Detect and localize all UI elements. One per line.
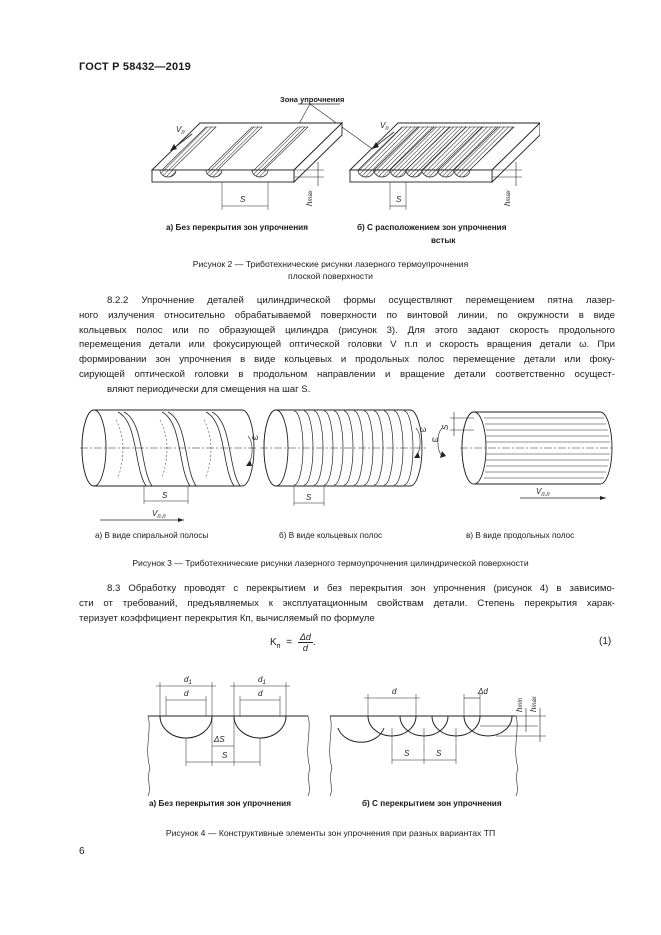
fig3-cylinder-c (432, 412, 614, 500)
fig4-s-b2: S (436, 749, 442, 758)
fig4-section-b (330, 687, 546, 796)
fig4-sub-b: б) С перекрытием зон упрочнения (362, 799, 502, 808)
fig3-cylinder-a (80, 410, 258, 522)
para-83-line: теризует коэффициент перекрытия Кп, вычисляемый по формуле (79, 612, 375, 624)
fig4-delta-s: ΔS (214, 735, 225, 744)
fig2-plate-a (152, 123, 342, 210)
fig2-zone-label: Зона упрочнения (280, 95, 345, 104)
fig4-d1-b: $d_1$ (258, 675, 266, 686)
fig4-h-max: hmax (529, 696, 538, 712)
fig2-h-b: hmax (503, 190, 512, 206)
fig3-s-c: S (441, 424, 450, 430)
formula-denominator: d (302, 643, 308, 653)
fig4-d-a1: d (184, 689, 189, 698)
para-83-line: сти от требований, предъявляемых к эксплуатационным свойствам детали. Степень перекрытия харак- (79, 597, 615, 609)
fig3-omega-b: ω (420, 425, 427, 434)
fig4-s-a: S (222, 751, 228, 760)
fig3-sub-a: а) В виде спиральной полосы (95, 531, 209, 540)
figure-2-drawing (140, 88, 540, 238)
fig3-sub-c: в) В виде продольных полос (466, 531, 575, 540)
fig2-speed-a: $V_п$ (176, 125, 185, 136)
paragraph-8-3 (79, 582, 615, 626)
fig2-s-b: S (396, 195, 402, 204)
fig2-sub-b-line1: б) С расположением зон упрочнения (357, 223, 507, 232)
fig2-plate-b (350, 121, 540, 210)
para-822-line: сирующей оптической головки в продольном направлении и вращение детали соответственно осущест- (79, 368, 615, 380)
formula-1 (270, 632, 316, 653)
fig4-d1-a: $d_1$ (184, 675, 192, 686)
fig2-s-a: S (240, 195, 246, 204)
fig3-caption: Рисунок 3 — Триботехнические рисунки лазерного термоупрочнения цилиндрической поверхности (132, 558, 529, 568)
formula-number: (1) (599, 636, 612, 647)
fig4-d-b: d (392, 687, 397, 696)
fig3-s-a: S (162, 491, 168, 500)
formula-fraction (298, 632, 313, 653)
para-83-line: 8.3 Обработку проводят с перекрытием и без перекрытия зон упрочнения (рисунок 4) в зависимо- (107, 583, 615, 594)
formula-lhs: $K_п$ (270, 637, 281, 651)
fig4-s-b1: S (404, 749, 410, 758)
fig3-omega-a: ω (252, 433, 259, 442)
fig2-h-a: hmax (305, 190, 314, 206)
para-822-line: 8.2.2 Упрочнение деталей цилиндрической формы осуществляют перемещением пятна лазер- (107, 295, 615, 306)
figure-3-drawing (80, 408, 620, 526)
document-header: ГОСТ Р 58432—2019 (79, 61, 191, 73)
formula-numerator: Δd (299, 632, 311, 642)
para-822-line: формировании зон упрочнения в виде кольцевых и продольных полос перемещение детали или фоку- (79, 354, 615, 366)
fig3-cylinder-b (260, 410, 428, 506)
fig4-section-a (148, 675, 310, 796)
fig3-v-a: $V_{п.п}$ (152, 509, 166, 520)
fig3-sub-b: б) В виде кольцевых полос (279, 531, 383, 540)
paragraph-8-2-2 (79, 294, 615, 398)
fig3-s-b: S (306, 493, 312, 502)
formula-dot: . (312, 637, 316, 649)
para-822-line: кольцевых полос или по образующей цилиндра (рисунок 3). Для этого задают скорость продольного (79, 324, 615, 336)
fig4-sub-a: а) Без перекрытия зон упрочнения (149, 799, 291, 808)
fig3-v-c: $V_{п.п}$ (536, 487, 550, 498)
para-822-line: перемещения детали или фокусирующей оптической головки V п.п и скорость вращения детали ω. При (79, 339, 615, 351)
fig2-sub-a: а) Без перекрытия зон упрочнения (166, 223, 308, 232)
fig2-speed-b: $V_п$ (380, 121, 389, 132)
fig4-delta-d: Δd (478, 687, 488, 696)
formula-eq: = (286, 637, 293, 649)
fig4-d-a2: d (258, 689, 263, 698)
page-number: 6 (79, 846, 85, 857)
figure-4-drawing (140, 668, 560, 798)
fig3-omega-c: ω (432, 435, 439, 444)
fig4-caption: Рисунок 4 — Конструктивные элементы зон упрочнения при разных вариантах ТП (165, 828, 496, 838)
para-822-line: ного излучения относительно обрабатываемой поверхности по винтовой линии, по окружности в виде (79, 309, 615, 321)
fig2-caption-line2: плоской поверхности (288, 271, 373, 281)
fig2-caption-line1: Рисунок 2 — Триботехнические рисунки лазерного термоупрочнения (192, 259, 469, 269)
fig4-h-min: hmin (515, 697, 524, 712)
para-822-line: вляют периодически для смещения на шаг S. (107, 383, 311, 395)
fig2-sub-b-line2: встык (431, 236, 456, 245)
